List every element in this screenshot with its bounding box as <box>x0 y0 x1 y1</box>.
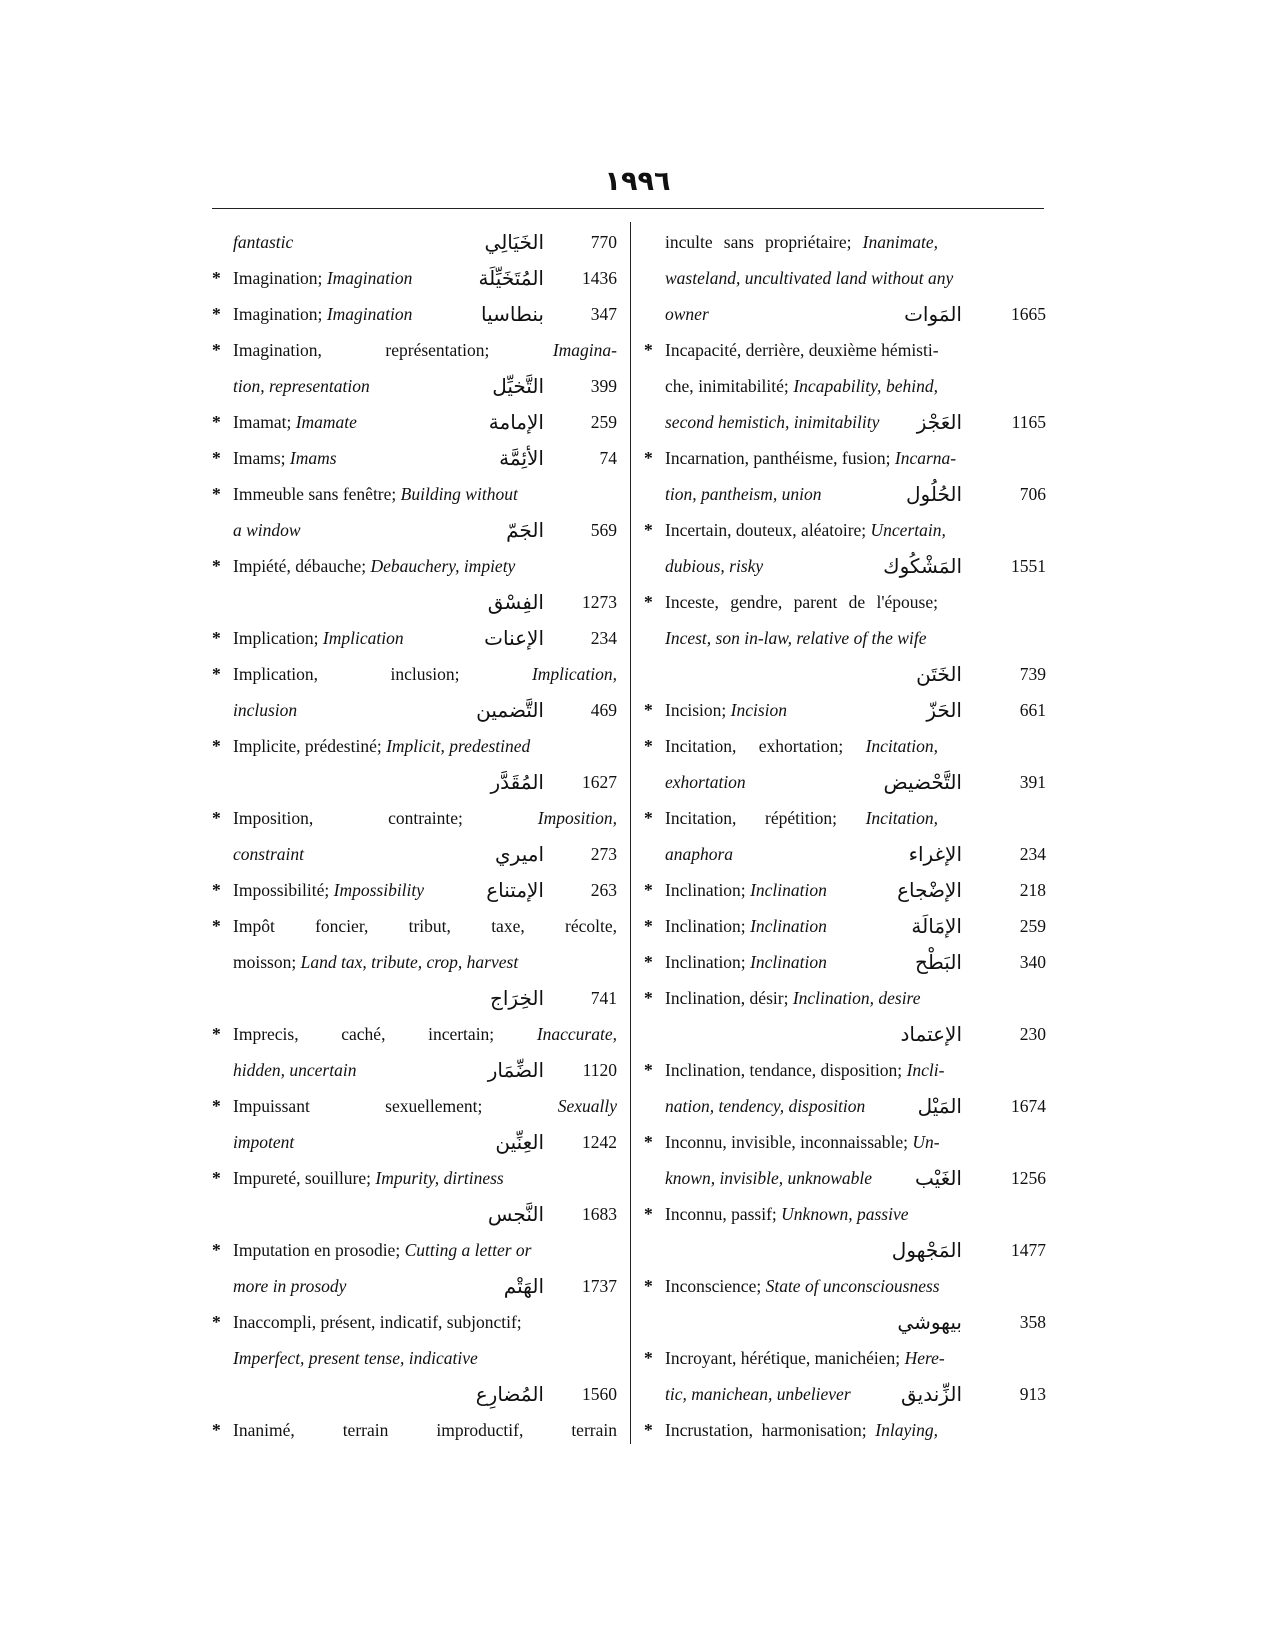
reference-number: 259 <box>590 412 617 432</box>
entry-text: Impureté, souillure; Impurity, dirtiness <box>233 1168 504 1188</box>
arabic-term: الغَيْب <box>915 1166 962 1190</box>
entry-text: Incitation, répétition; Incitation, <box>665 808 938 828</box>
dictionary-line <box>644 836 1046 872</box>
dictionary-line <box>644 1304 1046 1340</box>
entry-text: Inconnu, passif; Unknown, passive <box>665 1204 909 1224</box>
reference-number: 1627 <box>582 772 617 792</box>
dictionary-line <box>212 296 617 332</box>
dictionary-line <box>644 368 1046 404</box>
dictionary-line <box>212 908 617 944</box>
arabic-term: الإعتماد <box>900 1022 962 1046</box>
dictionary-line <box>644 1088 1046 1124</box>
entry-text: Inclination; Inclination <box>665 880 827 900</box>
entry-marker: * <box>644 1348 653 1368</box>
entry-text: owner <box>665 304 709 324</box>
arabic-term: الإمامة <box>488 410 544 434</box>
reference-number: 1273 <box>582 592 617 612</box>
reference-number: 1551 <box>1011 556 1046 576</box>
reference-number: 1165 <box>1011 412 1046 432</box>
arabic-term: المَوات <box>904 302 962 326</box>
entry-marker: * <box>212 628 221 648</box>
dictionary-line <box>644 944 1046 980</box>
entry-text: Incest, son in-law, relative of the wife <box>665 628 927 648</box>
reference-number: 263 <box>590 880 617 900</box>
entry-text: constraint <box>233 844 304 864</box>
entry-text: Implication, inclusion; Implication, <box>233 664 617 684</box>
dictionary-line <box>644 1268 1046 1304</box>
dictionary-line <box>212 1088 617 1124</box>
entry-marker: * <box>212 916 221 936</box>
entry-text: Inceste, gendre, parent de l'épouse; <box>665 592 938 612</box>
entry-marker: * <box>212 808 221 828</box>
reference-number: 1737 <box>582 1276 617 1296</box>
entry-marker: * <box>644 880 653 900</box>
reference-number: 770 <box>590 232 617 252</box>
arabic-term: الإمَالَة <box>911 914 962 938</box>
arabic-term: بنطاسيا <box>481 302 544 326</box>
entry-text: Impiété, débauche; Debauchery, impiety <box>233 556 516 576</box>
dictionary-line <box>644 908 1046 944</box>
reference-number: 234 <box>590 628 617 648</box>
dictionary-line <box>644 1160 1046 1196</box>
dictionary-line <box>212 1160 617 1196</box>
dictionary-line <box>644 1232 1046 1268</box>
arabic-term: الإغراء <box>908 842 962 866</box>
entry-marker: * <box>644 700 653 720</box>
entry-text: Imposition, contrainte; Imposition, <box>233 808 617 828</box>
entry-text: Imamat; Imamate <box>233 412 357 432</box>
dictionary-line <box>644 1196 1046 1232</box>
reference-number: 1683 <box>582 1204 617 1224</box>
entry-text: inculte sans propriétaire; Inanimate, <box>665 232 938 252</box>
entry-text: wasteland, uncultivated land without any <box>665 268 954 288</box>
dictionary-line <box>212 260 617 296</box>
entry-marker: * <box>212 340 221 360</box>
dictionary-line <box>212 692 617 728</box>
arabic-term: النَّجس <box>487 1202 544 1226</box>
entry-text: impotent <box>233 1132 295 1152</box>
reference-number: 1120 <box>582 1060 617 1080</box>
dictionary-line <box>212 764 617 800</box>
entry-marker: * <box>212 1312 221 1332</box>
arabic-term: المُقَدَّر <box>490 770 544 794</box>
entry-marker: * <box>212 1024 221 1044</box>
reference-number: 469 <box>590 700 617 720</box>
entry-marker: * <box>644 520 653 540</box>
entry-marker: * <box>212 412 221 432</box>
dictionary-line <box>212 980 617 1016</box>
entry-text: hidden, uncertain <box>233 1060 357 1080</box>
dictionary-line <box>644 1412 1046 1448</box>
dictionary-line <box>212 1052 617 1088</box>
entry-text: anaphora <box>665 844 734 864</box>
reference-number: 347 <box>590 304 617 324</box>
dictionary-line <box>644 1376 1046 1412</box>
entry-text: Inclination, désir; Inclination, desire <box>665 988 921 1008</box>
dictionary-line <box>212 332 617 368</box>
entry-marker: * <box>212 664 221 684</box>
entry-text: Impôt foncier, tribut, taxe, récolte, <box>233 916 617 936</box>
arabic-term: التَّضمين <box>476 698 544 722</box>
reference-number: 399 <box>590 376 617 396</box>
reference-number: 273 <box>590 844 617 864</box>
arabic-term: اميري <box>495 842 544 866</box>
dictionary-line <box>212 1016 617 1052</box>
dictionary-line <box>644 1016 1046 1052</box>
dictionary-line <box>644 512 1046 548</box>
entry-marker: * <box>644 736 653 756</box>
arabic-term: التَّحْضيض <box>883 770 962 794</box>
arabic-term: العَجْز <box>916 410 962 434</box>
dictionary-line <box>212 1412 617 1448</box>
reference-number: 739 <box>1019 664 1046 684</box>
dictionary-line <box>212 224 617 260</box>
dictionary-line <box>212 584 617 620</box>
dictionary-line <box>212 728 617 764</box>
entry-marker: * <box>644 1276 653 1296</box>
dictionary-line <box>212 1124 617 1160</box>
entry-text: Inclination, tendance, disposition; Incli- <box>665 1060 945 1080</box>
entry-text: exhortation <box>665 772 746 792</box>
entry-text: Inconscience; State of unconsciousness <box>665 1276 940 1296</box>
dictionary-line <box>212 404 617 440</box>
arabic-term: العِنِّين <box>495 1130 544 1154</box>
entry-marker: * <box>212 736 221 756</box>
dictionary-line <box>212 1196 617 1232</box>
entry-marker: * <box>212 268 221 288</box>
dictionary-line <box>644 872 1046 908</box>
entry-text: che, inimitabilité; Incapability, behind, <box>665 376 938 396</box>
entry-marker: * <box>212 1096 221 1116</box>
arabic-term: الخَتَن <box>916 662 962 686</box>
arabic-term: الهَتْم <box>503 1274 544 1298</box>
dictionary-line <box>212 512 617 548</box>
dictionary-line <box>212 548 617 584</box>
dictionary-line <box>212 368 617 404</box>
arabic-term: الزِّنديق <box>901 1382 962 1406</box>
dictionary-line <box>212 872 617 908</box>
entry-text: Incapacité, derrière, deuxième hémisti- <box>665 340 939 360</box>
dictionary-line <box>644 476 1046 512</box>
entry-marker: * <box>644 952 653 972</box>
entry-text: tion, representation <box>233 376 370 396</box>
dictionary-line <box>644 1052 1046 1088</box>
dictionary-line <box>644 224 1046 260</box>
entry-text: Implication; Implication <box>233 628 404 648</box>
reference-number: 913 <box>1019 1384 1046 1404</box>
dictionary-line <box>644 656 1046 692</box>
entry-text: moisson; Land tax, tribute, crop, harvest <box>233 952 519 972</box>
dictionary-line <box>212 1340 617 1376</box>
dictionary-line <box>212 476 617 512</box>
entry-text: tic, manichean, unbeliever <box>665 1384 851 1404</box>
entry-text: a window <box>233 520 301 540</box>
entry-marker: * <box>644 592 653 612</box>
reference-number: 1477 <box>1011 1240 1046 1260</box>
entry-text: Incision; Incision <box>665 700 788 720</box>
dictionary-line <box>212 1304 617 1340</box>
arabic-term: البَطْح <box>914 950 962 974</box>
arabic-term: الإضْجاع <box>897 878 962 902</box>
entry-text: Imagination; Imagination <box>233 268 413 288</box>
arabic-term: الجَمّ <box>506 518 544 542</box>
entry-text: dubious, risky <box>665 556 764 576</box>
reference-number: 218 <box>1019 880 1046 900</box>
entry-text: Imperfect, present tense, indicative <box>233 1348 478 1368</box>
entry-text: Imprecis, caché, incertain; Inaccurate, <box>233 1024 617 1044</box>
reference-number: 358 <box>1019 1312 1046 1332</box>
reference-number: 741 <box>590 988 617 1008</box>
reference-number: 234 <box>1019 844 1046 864</box>
reference-number: 340 <box>1019 952 1046 972</box>
dictionary-line <box>644 440 1046 476</box>
arabic-term: التَّخيِّل <box>492 374 544 398</box>
dictionary-line <box>644 800 1046 836</box>
dictionary-line <box>212 1376 617 1412</box>
dictionary-line <box>644 764 1046 800</box>
entry-text: Inconnu, invisible, inconnaissable; Un- <box>665 1132 940 1152</box>
entry-text: Implicite, prédestiné; Implicit, predestined <box>233 736 531 756</box>
dictionary-line <box>644 332 1046 368</box>
arabic-term: الضِّمَار <box>487 1058 544 1082</box>
arabic-term: المَشْكُوك <box>883 554 962 578</box>
dictionary-line <box>644 584 1046 620</box>
entry-marker: * <box>644 1060 653 1080</box>
arabic-term: الخِرَاج <box>489 986 544 1010</box>
entry-marker: * <box>644 1420 653 1440</box>
arabic-term: المَيْل <box>917 1094 962 1118</box>
entry-marker: * <box>644 916 653 936</box>
entry-marker: * <box>644 1132 653 1152</box>
reference-number: 1256 <box>1011 1168 1046 1188</box>
dictionary-line <box>644 404 1046 440</box>
entry-text: nation, tendency, disposition <box>665 1096 866 1116</box>
entry-text: Inanimé, terrain improductif, terrain <box>233 1420 617 1440</box>
reference-number: 661 <box>1019 700 1046 720</box>
dictionary-line <box>212 620 617 656</box>
header-rule <box>212 208 1044 209</box>
entry-marker: * <box>644 808 653 828</box>
column-divider <box>630 222 631 1444</box>
reference-number: 1674 <box>1011 1096 1046 1116</box>
dictionary-line <box>644 692 1046 728</box>
entry-marker: * <box>212 304 221 324</box>
entry-text: Incroyant, hérétique, manichéien; Here- <box>665 1348 945 1368</box>
dictionary-line <box>644 260 1046 296</box>
arabic-term: الحُلُول <box>905 482 962 506</box>
entry-text: Impuissant sexuellement; Sexually <box>233 1096 617 1116</box>
arabic-term: الأئِمَّة <box>499 446 544 470</box>
entry-text: more in prosody <box>233 1276 347 1296</box>
entry-marker: * <box>644 448 653 468</box>
arabic-term: الخَيَالِي <box>484 230 544 254</box>
entry-text: Incrustation, harmonisation; Inlaying, <box>665 1420 938 1440</box>
reference-number: 1560 <box>582 1384 617 1404</box>
entry-marker: * <box>644 988 653 1008</box>
entry-text: Imputation en prosodie; Cutting a letter or <box>233 1240 532 1260</box>
entry-text: Imagination; Imagination <box>233 304 413 324</box>
entry-marker: * <box>644 340 653 360</box>
entry-text: Incitation, exhortation; Incitation, <box>665 736 938 756</box>
left-column <box>212 224 617 1448</box>
entry-marker: * <box>212 556 221 576</box>
dictionary-line <box>644 296 1046 332</box>
entry-text: inclusion <box>233 700 298 720</box>
dictionary-line <box>212 800 617 836</box>
entry-text: Immeuble sans fenêtre; Building without <box>233 484 518 504</box>
entry-text: Incertain, douteux, aléatoire; Uncertain, <box>665 520 946 540</box>
entry-marker: * <box>212 484 221 504</box>
entry-text: known, invisible, unknowable <box>665 1168 873 1188</box>
arabic-term: الفِسْق <box>487 590 544 614</box>
reference-number: 1665 <box>1011 304 1046 324</box>
arabic-term: الإمتناع <box>486 878 544 902</box>
reference-number: 230 <box>1019 1024 1046 1044</box>
dictionary-line <box>644 728 1046 764</box>
entry-marker: * <box>212 1420 221 1440</box>
entry-marker: * <box>212 1240 221 1260</box>
arabic-term: الإعنات <box>484 626 544 650</box>
arabic-term: المُتَخَيِّلَة <box>478 266 544 290</box>
arabic-term: المُضارِع <box>475 1382 544 1406</box>
entry-text: second hemistich, inimitability <box>665 412 880 432</box>
dictionary-line <box>212 1232 617 1268</box>
reference-number: 1242 <box>582 1132 617 1152</box>
entry-marker: * <box>212 880 221 900</box>
entry-text: Imams; Imams <box>233 448 337 468</box>
reference-number: 74 <box>599 448 617 468</box>
dictionary-line <box>212 836 617 872</box>
page-number: ١٩٩٦ <box>604 166 671 197</box>
arabic-term: الحَزّ <box>926 698 962 722</box>
entry-text: Imagination, représentation; Imagina- <box>233 340 617 360</box>
dictionary-line <box>212 1268 617 1304</box>
dictionary-line <box>644 980 1046 1016</box>
entry-text: Incarnation, panthéisme, fusion; Incarna- <box>665 448 957 468</box>
dictionary-line <box>644 1124 1046 1160</box>
reference-number: 391 <box>1019 772 1046 792</box>
entry-text: Inaccompli, présent, indicatif, subjonctif; <box>233 1312 522 1332</box>
dictionary-line <box>644 548 1046 584</box>
entry-text: tion, pantheism, union <box>665 484 822 504</box>
entry-marker: * <box>212 1168 221 1188</box>
reference-number: 259 <box>1019 916 1046 936</box>
entry-text: Impossibilité; Impossibility <box>233 880 425 900</box>
dictionary-line <box>212 944 617 980</box>
entry-marker: * <box>212 448 221 468</box>
reference-number: 706 <box>1019 484 1046 504</box>
entry-text: fantastic <box>233 232 294 252</box>
arabic-term: بيهوشي <box>897 1310 962 1334</box>
reference-number: 1436 <box>582 268 617 288</box>
reference-number: 569 <box>590 520 617 540</box>
entry-marker: * <box>644 1204 653 1224</box>
dictionary-line <box>212 440 617 476</box>
dictionary-line <box>212 656 617 692</box>
right-column <box>644 224 1046 1448</box>
dictionary-line <box>644 1340 1046 1376</box>
entry-text: Inclination; Inclination <box>665 952 827 972</box>
dictionary-line <box>644 620 1046 656</box>
entry-text: Inclination; Inclination <box>665 916 827 936</box>
arabic-term: المَجْهول <box>891 1238 962 1262</box>
